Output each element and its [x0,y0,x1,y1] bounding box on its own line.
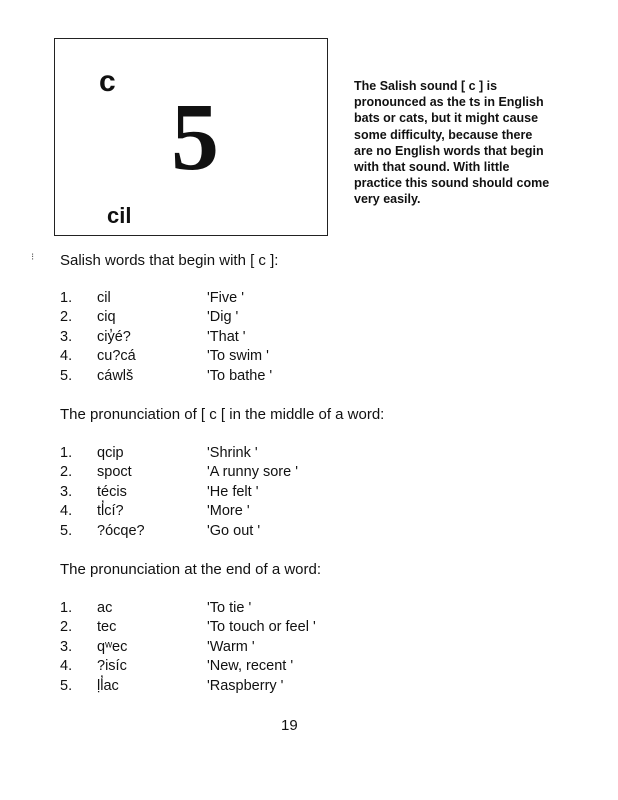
item-number: 2. [60,619,73,636]
item-number: 4. [60,658,73,675]
english-gloss: 'He felt ' [207,483,259,500]
section-heading-end: The pronunciation at the end of a word: [60,561,322,578]
item-number: 5. [60,367,73,384]
item-number: 5. [60,522,73,539]
english-gloss: 'Dig ' [207,309,239,326]
list-item [60,366,272,386]
salish-word: tl̓cí? [97,503,124,520]
card-word: cil [107,203,132,228]
card-letter: c [99,65,116,98]
list-item [60,657,316,677]
salish-word: cáwlš [97,367,134,384]
list-item [60,676,316,696]
english-gloss: 'Go out ' [207,522,261,539]
salish-word: ciq [97,309,116,326]
item-number: 3. [60,483,73,500]
section-heading-beginning: Salish words that begin with [ c ]: [60,252,279,269]
english-gloss: 'To swim ' [207,348,269,365]
salish-word: ḷl̓ac [97,677,119,694]
english-gloss: 'To touch or feel ' [207,619,316,636]
list-item [60,443,298,463]
list-item [60,463,298,483]
item-number: 1. [60,289,73,306]
english-gloss: 'Shrink ' [207,444,258,461]
item-number: 5. [60,677,73,694]
english-gloss: 'Raspberry ' [207,677,284,694]
english-gloss: 'Warm ' [207,638,255,655]
english-gloss: 'That ' [207,328,246,345]
item-number: 3. [60,328,73,345]
english-gloss: 'New, recent ' [207,658,294,675]
page-number: 19 [281,717,298,734]
english-gloss: 'To bathe ' [207,367,273,384]
salish-word: qʷec [97,638,128,655]
english-gloss: 'Five ' [207,289,244,306]
list-item [60,347,272,367]
salish-word: qcip [97,444,124,461]
letter-card [54,38,328,236]
salish-word: cu?cá [97,348,136,365]
salish-word: tec [97,619,117,636]
list-item [60,288,272,308]
word-list-beginning [60,288,272,386]
list-item [60,308,272,328]
list-item [60,482,298,502]
english-gloss: 'More ' [207,503,250,520]
item-number: 2. [60,309,73,326]
salish-word: cil [97,289,111,306]
item-number: 4. [60,503,73,520]
word-list-middle [60,443,298,541]
english-gloss: 'A runny sore ' [207,464,298,481]
list-item [60,521,298,541]
salish-word: ac [97,599,113,616]
list-item [60,618,316,638]
word-list-end [60,598,316,696]
list-item [60,327,272,347]
intro-paragraph: The Salish sound [ c ] is pronounced as the ts in English bats or cats, but it might cause some difficulty, because there are no English words that begin with that sound. With little practice this sound should come very easily. [354,79,550,207]
list-item [60,637,316,657]
item-number: 3. [60,638,73,655]
item-number: 1. [60,444,73,461]
item-number: 4. [60,348,73,365]
list-item [60,502,298,522]
english-gloss: 'To tie ' [207,599,252,616]
salish-word: ciy̓é? [97,328,131,345]
margin-mark: ⁝ [31,252,35,263]
salish-word: técis [97,483,127,500]
list-item [60,598,316,618]
item-number: 1. [60,599,73,616]
section-heading-middle: The pronunciation of [ c [ in the middle of a word: [60,406,385,423]
salish-word: ?ócqe? [97,522,145,539]
item-number: 2. [60,464,73,481]
salish-word: spoct [97,464,132,481]
card-number: 5 [171,83,219,190]
salish-word: ?isíc [97,658,127,675]
